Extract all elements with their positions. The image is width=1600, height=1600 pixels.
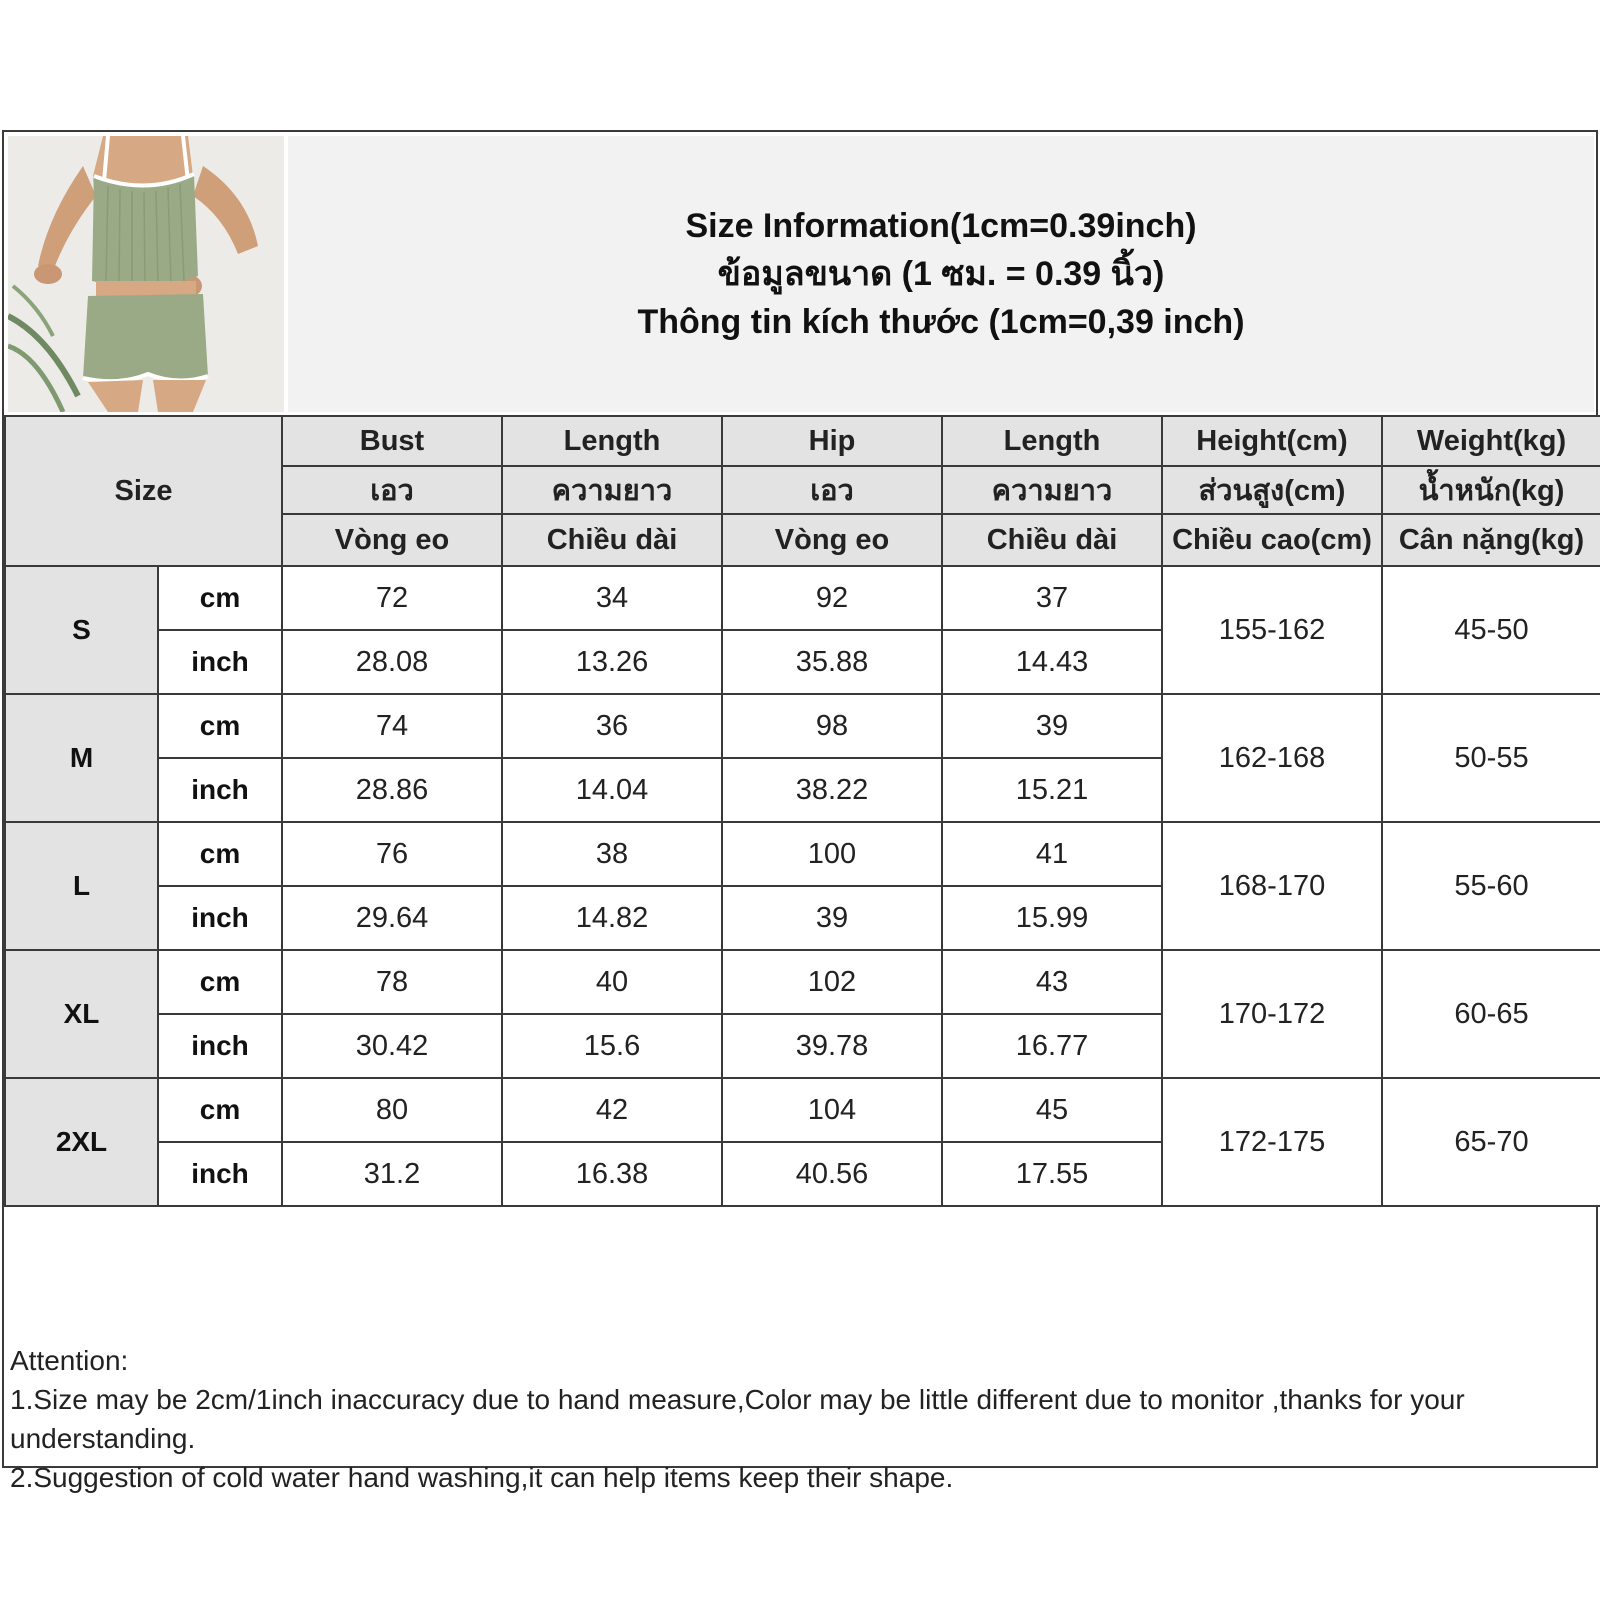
length-inch: 15.6 <box>502 1014 722 1078</box>
length-inch: 16.38 <box>502 1142 722 1206</box>
table-row <box>5 566 1600 630</box>
height-range: 172-175 <box>1162 1078 1382 1206</box>
title-english: Size Information(1cm=0.39inch) <box>685 207 1197 245</box>
note-1: 1.Size may be 2cm/1inch inaccuracy due to hand measure,Color may be little different due to monitor ,thanks for your understanding. <box>10 1384 1465 1454</box>
unit-cm: cm <box>158 822 282 886</box>
bust-cm: 74 <box>282 694 502 758</box>
header-bust: Bust <box>282 416 502 466</box>
attention-notes <box>4 1335 1598 1593</box>
table-row <box>5 950 1600 1014</box>
unit-inch: inch <box>158 886 282 950</box>
header-length-thai: ความยาว <box>502 466 722 514</box>
height-range: 168-170 <box>1162 822 1382 950</box>
header-height-thai: ส่วนสูง(cm) <box>1162 466 1382 514</box>
bust-inch: 30.42 <box>282 1014 502 1078</box>
table-row <box>5 1078 1600 1142</box>
bust-cm: 80 <box>282 1078 502 1142</box>
size-name: 2XL <box>5 1078 158 1206</box>
length-inch: 14.04 <box>502 758 722 822</box>
header-hip-thai: เอว <box>722 466 942 514</box>
hip-inch: 35.88 <box>722 630 942 694</box>
header-hip-vi: Vòng eo <box>722 514 942 566</box>
length-cm: 34 <box>502 566 722 630</box>
product-photo-illustration <box>8 136 284 412</box>
length-cm: 39 <box>942 694 1162 758</box>
size-name: S <box>5 566 158 694</box>
header-bust-vi: Vòng eo <box>282 514 502 566</box>
table-row <box>5 694 1600 758</box>
header-height-vi: Chiều cao(cm) <box>1162 514 1382 566</box>
hip-inch: 39 <box>722 886 942 950</box>
header-length-thai: ความยาว <box>942 466 1162 514</box>
height-range: 162-168 <box>1162 694 1382 822</box>
unit-cm: cm <box>158 950 282 1014</box>
bust-cm: 76 <box>282 822 502 886</box>
header-weight: Weight(kg) <box>1382 416 1600 466</box>
length-inch: 17.55 <box>942 1142 1162 1206</box>
length-inch: 14.82 <box>502 886 722 950</box>
length-inch: 13.26 <box>502 630 722 694</box>
note-2: 2.Suggestion of cold water hand washing,it can help items keep their shape. <box>10 1462 954 1493</box>
size-chart-sheet <box>2 130 1598 1493</box>
header-bust-thai: เอว <box>282 466 502 514</box>
hip-cm: 98 <box>722 694 942 758</box>
unit-inch: inch <box>158 630 282 694</box>
length-cm: 43 <box>942 950 1162 1014</box>
size-name: M <box>5 694 158 822</box>
header-length-vi: Chiều dài <box>942 514 1162 566</box>
weight-range: 45-50 <box>1382 566 1600 694</box>
length-inch: 15.21 <box>942 758 1162 822</box>
length-cm: 41 <box>942 822 1162 886</box>
size-table <box>4 415 1600 1207</box>
bust-cm: 78 <box>282 950 502 1014</box>
length-cm: 38 <box>502 822 722 886</box>
unit-inch: inch <box>158 1014 282 1078</box>
header-row-english <box>5 416 1600 466</box>
length-cm: 37 <box>942 566 1162 630</box>
header-height: Height(cm) <box>1162 416 1382 466</box>
bust-inch: 29.64 <box>282 886 502 950</box>
unit-inch: inch <box>158 1142 282 1206</box>
title-vietnamese: Thông tin kích thước (1cm=0,39 inch) <box>637 303 1245 341</box>
length-cm: 45 <box>942 1078 1162 1142</box>
hip-cm: 102 <box>722 950 942 1014</box>
unit-inch: inch <box>158 758 282 822</box>
height-range: 155-162 <box>1162 566 1382 694</box>
hip-cm: 92 <box>722 566 942 630</box>
title-thai: ข้อมูลขนาด (1 ซม. = 0.39 นิ้ว) <box>717 255 1165 293</box>
size-header: Size <box>5 416 282 566</box>
unit-cm: cm <box>158 694 282 758</box>
length-cm: 36 <box>502 694 722 758</box>
bust-cm: 72 <box>282 566 502 630</box>
unit-cm: cm <box>158 566 282 630</box>
header-weight-thai: น้ำหนัก(kg) <box>1382 466 1600 514</box>
length-cm: 42 <box>502 1078 722 1142</box>
product-photo <box>8 136 284 412</box>
notes-heading: Attention: <box>10 1345 129 1376</box>
bust-inch: 28.86 <box>282 758 502 822</box>
weight-range: 55-60 <box>1382 822 1600 950</box>
length-cm: 40 <box>502 950 722 1014</box>
bust-inch: 31.2 <box>282 1142 502 1206</box>
hip-inch: 39.78 <box>722 1014 942 1078</box>
header-hip: Hip <box>722 416 942 466</box>
table-row <box>5 822 1600 886</box>
header-length: Length <box>942 416 1162 466</box>
hip-inch: 40.56 <box>722 1142 942 1206</box>
size-name: L <box>5 822 158 950</box>
hip-inch: 38.22 <box>722 758 942 822</box>
header-length-vi: Chiều dài <box>502 514 722 566</box>
weight-range: 60-65 <box>1382 950 1600 1078</box>
header-length: Length <box>502 416 722 466</box>
bust-inch: 28.08 <box>282 630 502 694</box>
title-box <box>288 136 1594 412</box>
hip-cm: 104 <box>722 1078 942 1142</box>
unit-cm: cm <box>158 1078 282 1142</box>
weight-range: 65-70 <box>1382 1078 1600 1206</box>
length-inch: 15.99 <box>942 886 1162 950</box>
length-inch: 16.77 <box>942 1014 1162 1078</box>
height-range: 170-172 <box>1162 950 1382 1078</box>
hip-cm: 100 <box>722 822 942 886</box>
length-inch: 14.43 <box>942 630 1162 694</box>
size-name: XL <box>5 950 158 1078</box>
weight-range: 50-55 <box>1382 694 1600 822</box>
header-weight-vi: Cân nặng(kg) <box>1382 514 1600 566</box>
